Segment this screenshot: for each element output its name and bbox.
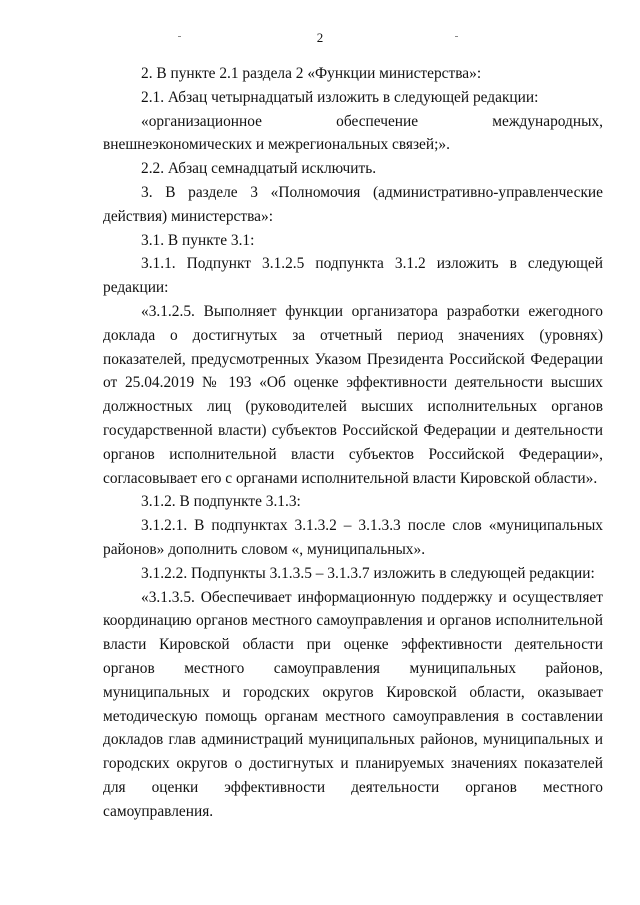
paragraph-3: 3. В разделе 3 «Полномочия (административно-управленческие действия) министерства»:: [103, 183, 603, 225]
paragraph-3-1-2: 3.1.2. В подпункте 3.1.3:: [141, 493, 301, 511]
paragraph-2: 2. В пункте 2.1 раздела 2 «Функции министерства»:: [141, 65, 482, 82]
paragraph-quote-organizational: [103, 110, 603, 158]
quote-word-2: обеспечение: [336, 112, 419, 130]
paragraph-3-1-1: 3.1.1. Подпункт 3.1.2.5 подпункта 3.1.2 изложить в следующей редакции:: [103, 255, 603, 297]
quote-word-1: «организационное: [141, 112, 262, 130]
paragraph-2-1: 2.1. Абзац четырнадцатый изложить в следующей редакции:: [141, 88, 539, 106]
quote-word-3: международных,: [492, 112, 603, 130]
paragraph-3-1-3-5-quote: «3.1.3.5. Обеспечивает информационную поддержку и осуществляет координацию органов местного самоуправления и органов исполнительной власти Кировской области при оценке эффективности деятельности органов местного самоуправления муниципальных районов, муниципальных и городских округов Кировской области, оказывает методическую помощь органам местного самоуправления в составлении докладов глав администраций муниципальных районов, муниципальных и городских округов о достигнутых и планируемых значениях показателей для оценки эффективности деятельности органов местного самоуправления.: [103, 588, 603, 820]
paragraph-3-1-2-2: 3.1.2.2. Подпункты 3.1.3.5 – 3.1.3.7 изложить в следующей редакции:: [141, 564, 595, 582]
quote-continuation: внешнеэкономических и межрегиональных связей;».: [103, 136, 450, 154]
page-number: 2: [316, 30, 324, 45]
paragraph-3-1: 3.1. В пункте 3.1:: [141, 231, 255, 249]
paragraph-2-2: 2.2. Абзац семнадцатый исключить.: [141, 160, 377, 178]
paragraph-3-1-2-5-quote: «3.1.2.5. Выполняет функции организатора разработки ежегодного доклада о достигнутых за отчетный период значениях (уровнях) показателей, предусмотренных Указом Президента Российской Федерации от 25.04.2019 № 193 «Об оценке эффективности деятельности высших должностных лиц (руководителей высших исполнительных органов государственной власти) субъектов Российской Федерации и деятельности органов исполнительной власти субъектов Российской Федерации», согласовывает его с органами исполнительной власти Кировской области».: [103, 302, 603, 487]
document-body: [103, 62, 603, 824]
paragraph-3-1-2-1: 3.1.2.1. В подпунктах 3.1.3.2 – 3.1.3.3 после слов «муниципальных районов» дополнить словом «, муниципальных».: [103, 517, 603, 558]
